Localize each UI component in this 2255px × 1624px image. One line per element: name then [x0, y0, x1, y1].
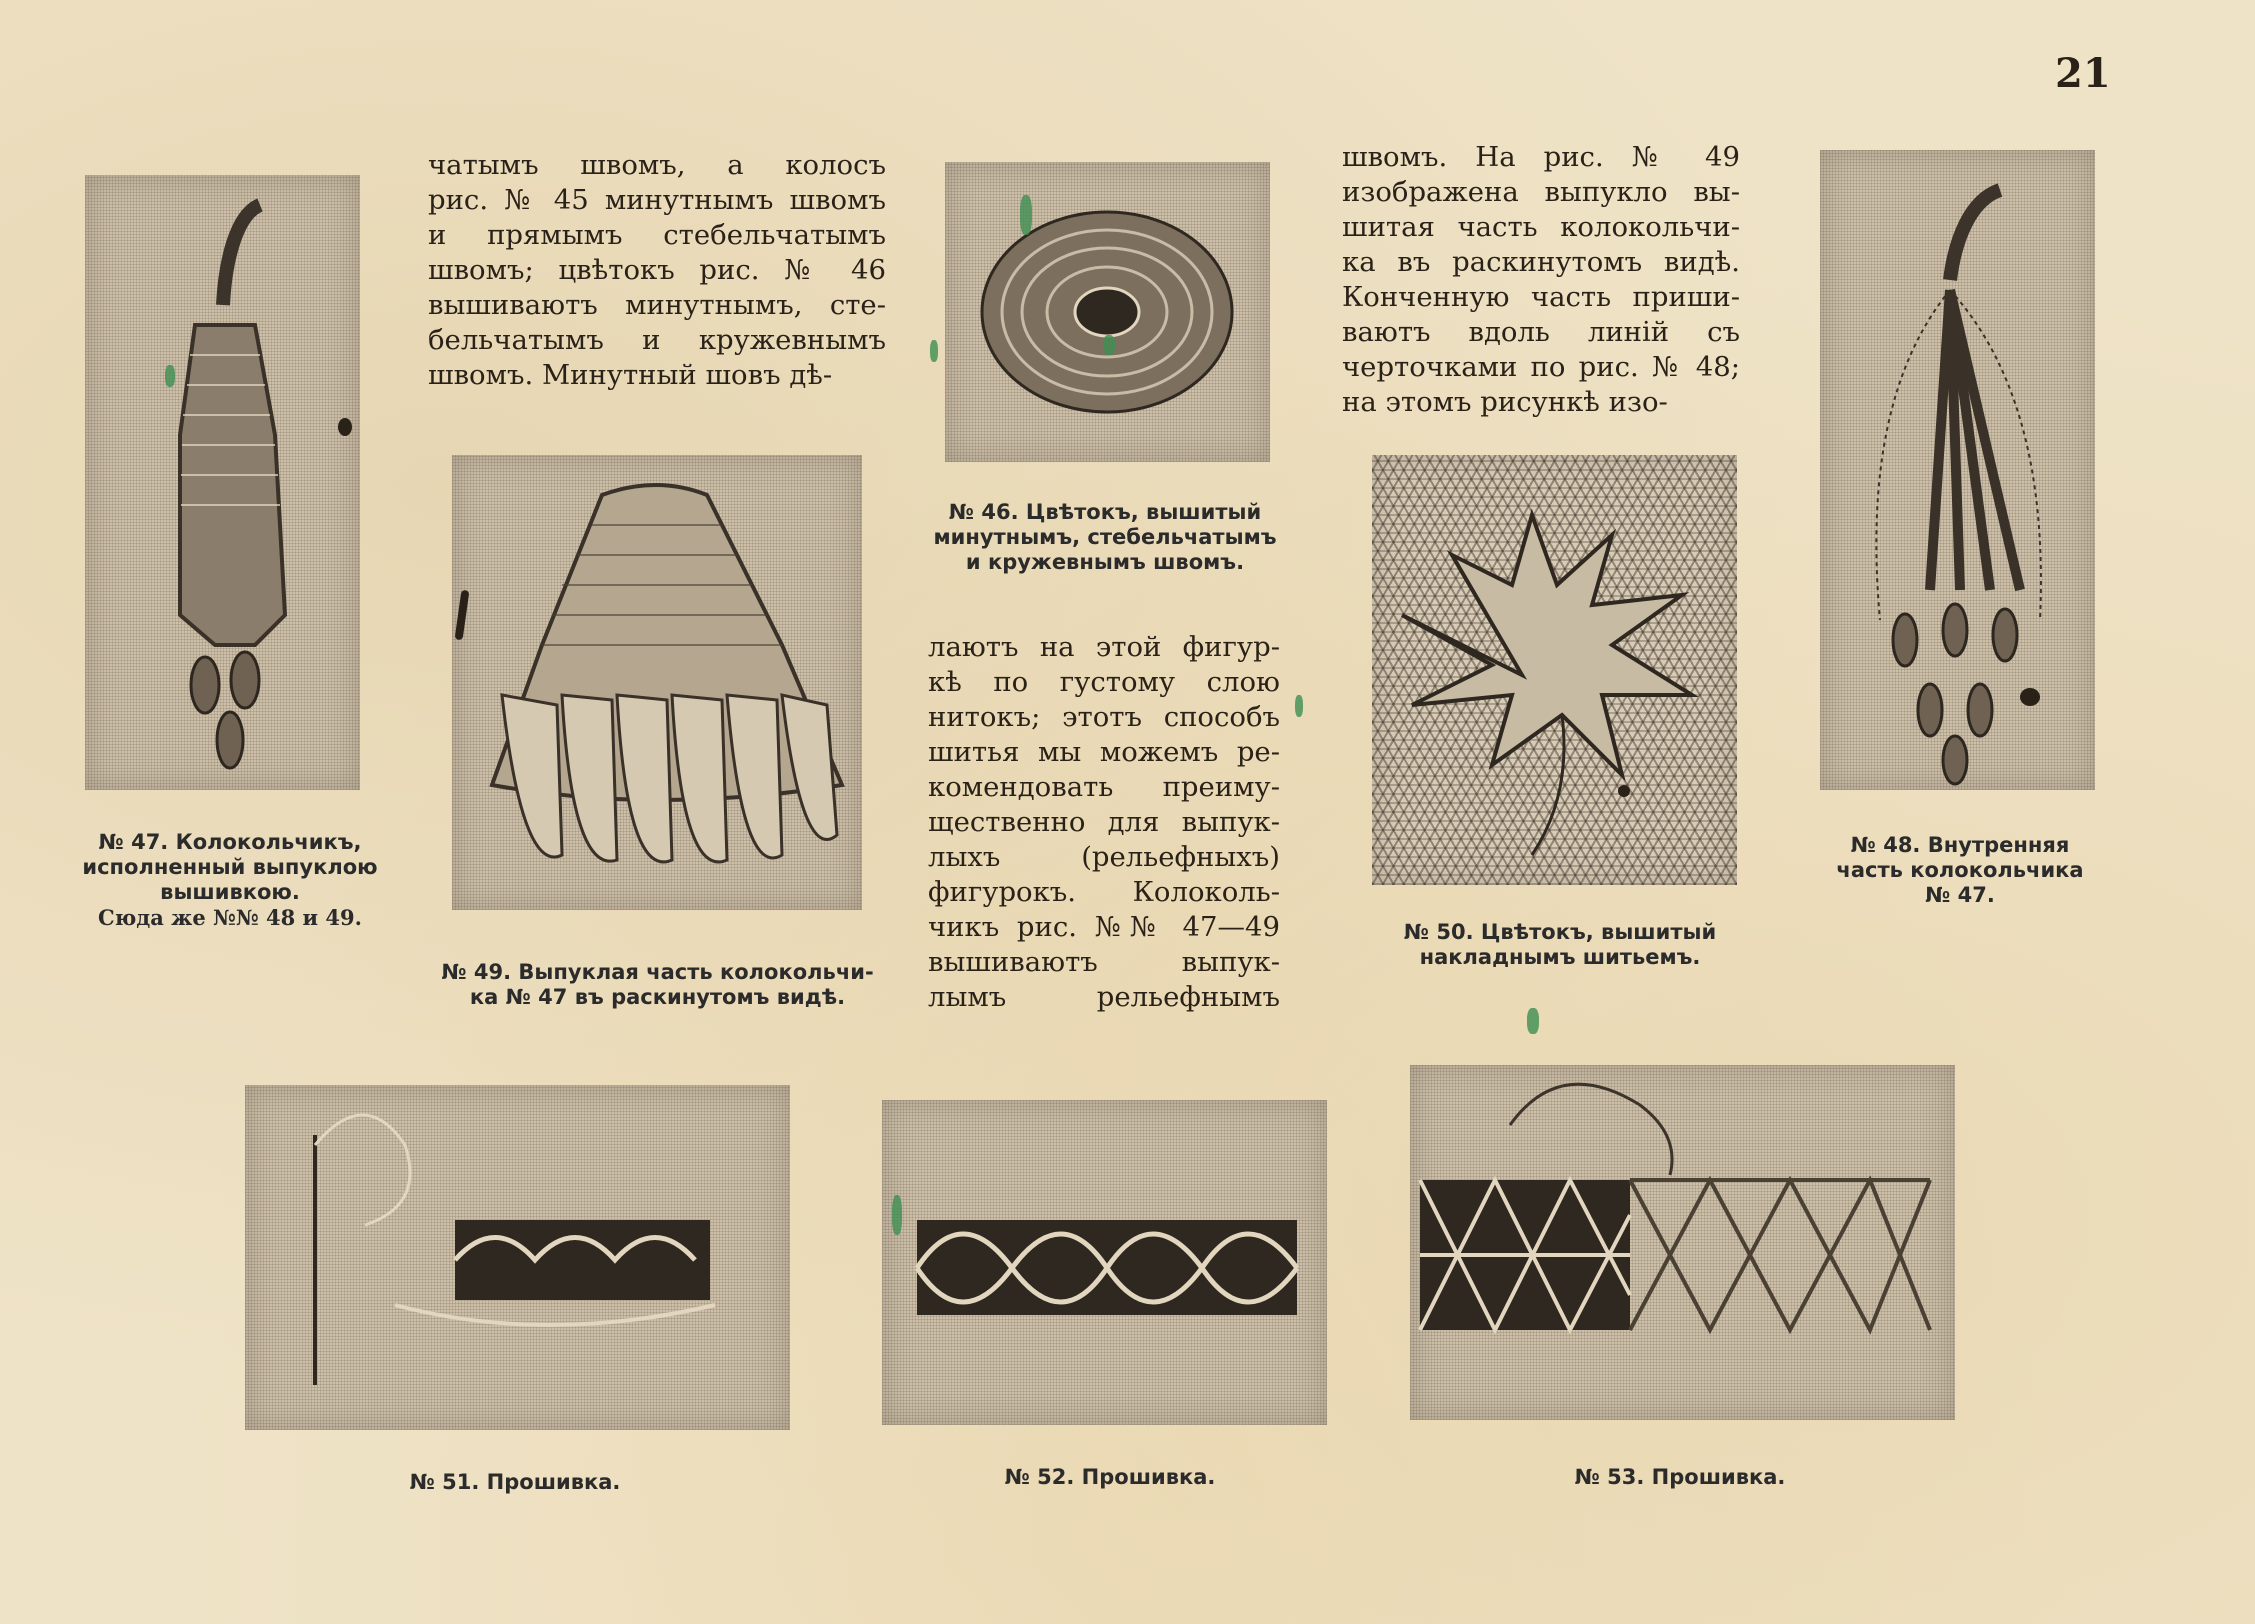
green-stain — [892, 1195, 902, 1235]
figure-49-caption: № 49. Выпуклая часть колокольчи- ка № 47 въ раскинутомъ видѣ. — [441, 960, 874, 1009]
text-column-2: лаютъ на этой фигур- кѣ по густому слою нитокъ; этотъ способъ шитья мы можемъ ре- комендовать преиму- щественно для выпук- лыхъ (рельефныхъ) фигурокъ. Колоколь- чикъ рис. №№ 47—49 вышиваютъ выпук- лымъ рельефнымъ — [928, 631, 1280, 1013]
figure-49-image — [452, 455, 862, 910]
green-stain — [1020, 195, 1032, 235]
green-stain — [1527, 1008, 1539, 1034]
figure-52-caption: № 52. Прошивка. — [1004, 1465, 1216, 1489]
figure-53-image — [1410, 1065, 1955, 1420]
page-number: 21 — [2055, 50, 2111, 97]
figure-48-caption: № 48. Внутренняя часть колокольчика № 47. — [1836, 833, 2084, 907]
green-stain — [930, 340, 938, 362]
figure-51-caption: № 51. Прошивка. — [409, 1470, 621, 1494]
figure-47-image — [85, 175, 360, 790]
text-column-1: чатымъ швомъ, а колосъ рис. № 45 минутнымъ швомъ и прямымъ стебельчатымъ швомъ; цвѣтокъ рис. № 46 вышиваютъ минутнымъ, сте- бельчатымъ и кружевнымъ швомъ. Минутный шовъ дѣ- — [428, 149, 886, 391]
text-column-3: швомъ. На рис. № 49 изображена выпукло вы- шитая часть колокольчи- ка въ раскинутомъ видѣ. Конченную часть приши- ваютъ вдоль линій съ черточками по рис. № 48; на этомъ рисункѣ изо- — [1342, 141, 1740, 418]
figure-53-caption: № 53. Прошивка. — [1574, 1465, 1786, 1489]
green-stain — [1103, 335, 1115, 355]
green-stain — [165, 365, 175, 387]
ink-spot — [338, 418, 352, 436]
ink-spot — [1618, 785, 1630, 797]
figure-52-image — [882, 1100, 1327, 1425]
figure-47-caption: № 47. Колокольчикъ, исполненный выпуклою вышивкою. Сюда же №№ 48 и 49. — [82, 830, 378, 930]
green-stain — [1295, 695, 1303, 717]
figure-46-image — [945, 162, 1270, 462]
figure-50-caption: № 50. Цвѣтокъ, вышитый накладнымъ шитьемъ. — [1403, 920, 1717, 969]
figure-46-caption: № 46. Цвѣтокъ, вышитый минутнымъ, стебельчатымъ и кружевнымъ швомъ. — [933, 500, 1277, 574]
figure-48-image — [1820, 150, 2095, 790]
figure-51-image — [245, 1085, 790, 1430]
figure-50-image — [1372, 455, 1737, 885]
ink-spot — [2020, 688, 2040, 706]
